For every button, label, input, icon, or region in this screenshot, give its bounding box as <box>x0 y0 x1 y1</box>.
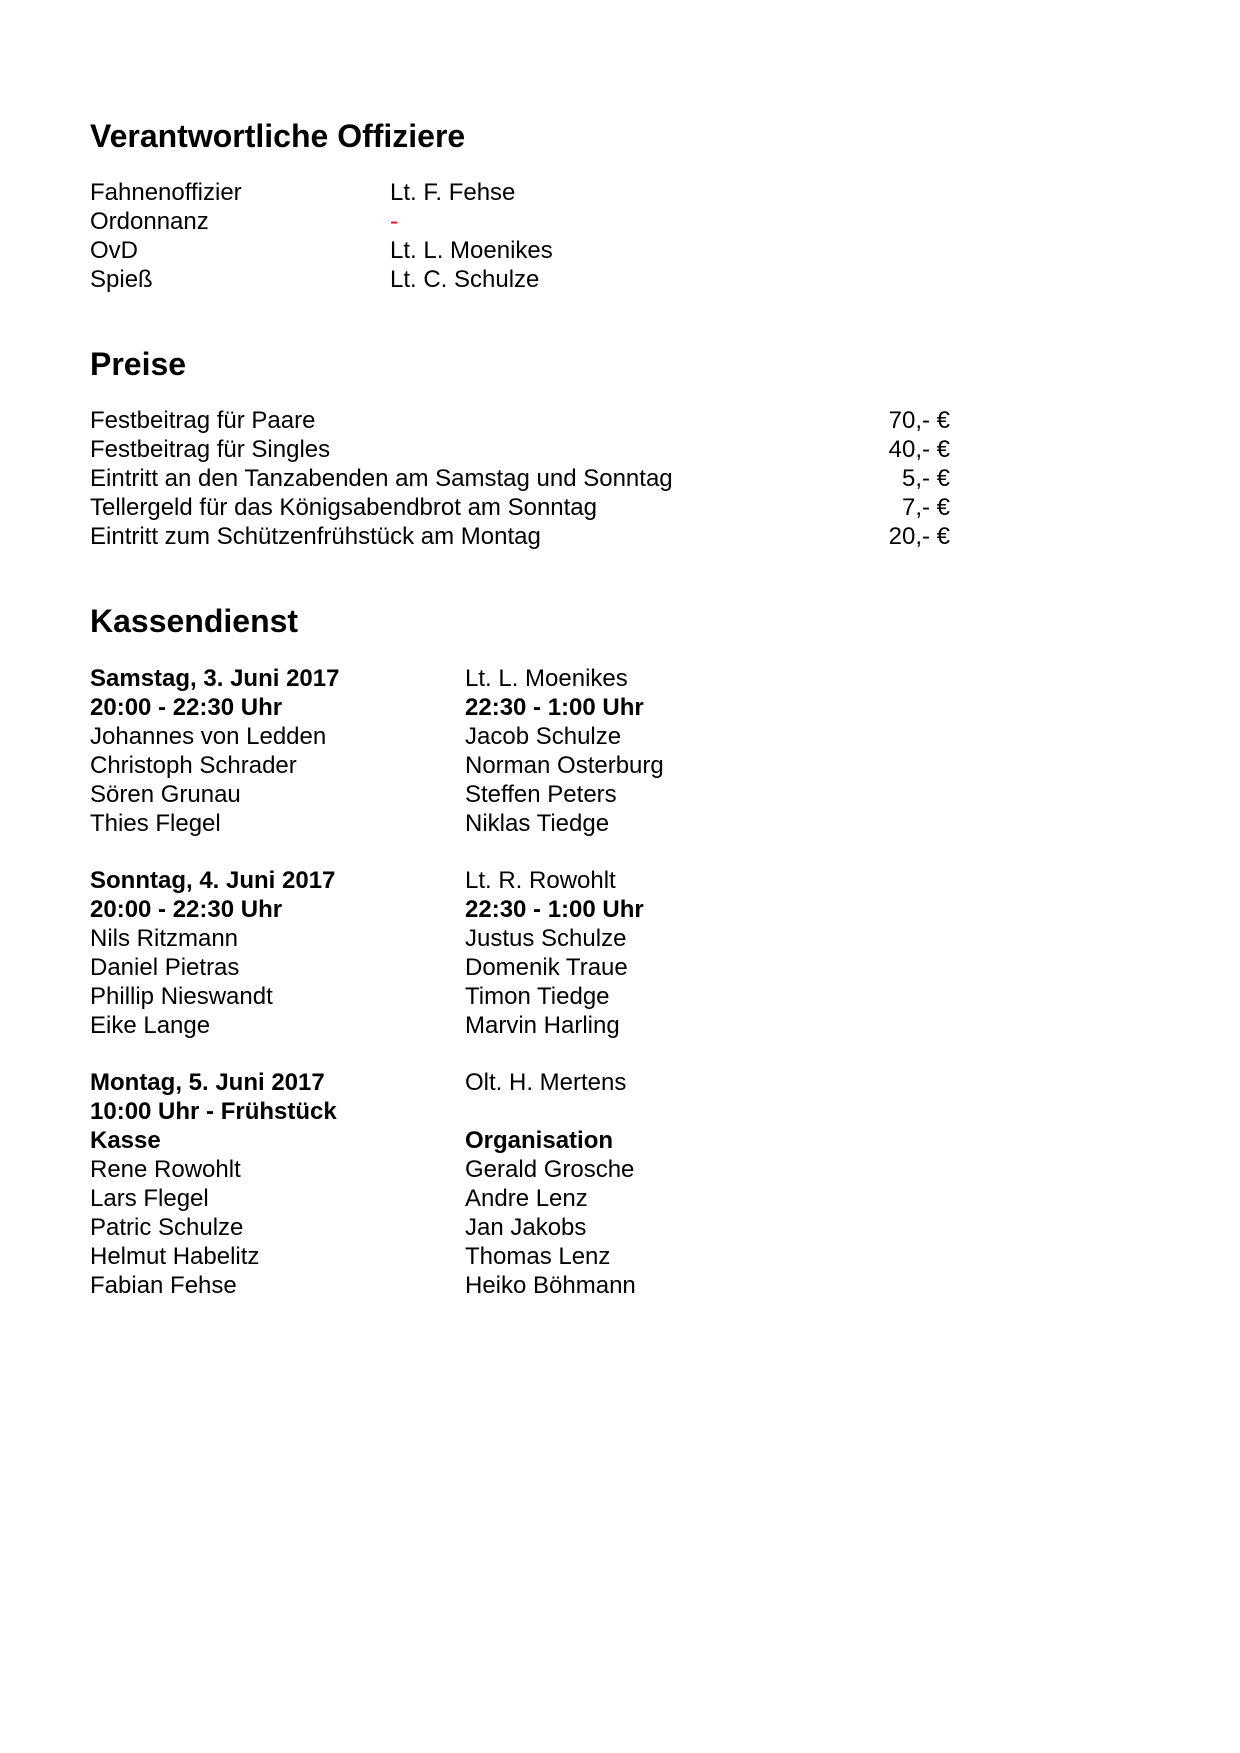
officer-role: Fahnenoffizier <box>90 179 242 206</box>
shift-time: 10:00 Uhr - Frühstück <box>90 1098 337 1125</box>
day-title: Samstag, 3. Juni 2017 <box>90 665 340 692</box>
person-name: Nils Ritzmann <box>90 925 239 952</box>
shift-time: 22:30 - 1:00 Uhr <box>465 896 644 923</box>
price-label: Festbeitrag für Paare <box>90 407 316 434</box>
price-value: 5,- € <box>901 465 950 492</box>
person-name: Patric Schulze <box>90 1214 244 1241</box>
person-name: Jan Jakobs <box>465 1214 587 1241</box>
person-name: Andre Lenz <box>465 1185 588 1212</box>
person-name: Lars Flegel <box>90 1185 209 1212</box>
person-name: Daniel Pietras <box>90 954 240 981</box>
person-name: Eike Lange <box>90 1012 211 1039</box>
person-name: Heiko Böhmann <box>465 1272 636 1299</box>
person-name: Fabian Fehse <box>90 1272 237 1299</box>
person-name: Jacob Schulze <box>465 723 622 750</box>
person-name: Phillip Nieswandt <box>90 983 273 1010</box>
person-name: Niklas Tiedge <box>465 810 610 837</box>
person-name: Justus Schulze <box>465 925 627 952</box>
person-name: Thies Flegel <box>90 810 221 837</box>
price-value: 40,- € <box>888 436 950 463</box>
group-title: Kasse <box>90 1127 161 1154</box>
day-title: Montag, 5. Juni 2017 <box>90 1069 325 1096</box>
price-label: Festbeitrag für Singles <box>90 436 331 463</box>
price-value: 7,- € <box>901 494 950 521</box>
person-name: Timon Tiedge <box>465 983 610 1010</box>
officer-role: OvD <box>90 237 138 264</box>
shift-time: 20:00 - 22:30 Uhr <box>90 694 283 721</box>
prices-heading: Preise <box>90 346 187 382</box>
person-name: Sören Grunau <box>90 781 241 808</box>
day-title: Sonntag, 4. Juni 2017 <box>90 867 336 894</box>
officer-name: - <box>390 208 398 235</box>
person-name: Rene Rowohlt <box>90 1156 241 1183</box>
officer-name: Lt. L. Moenikes <box>390 237 553 264</box>
person-name: Norman Osterburg <box>465 752 664 779</box>
person-name: Gerald Grosche <box>465 1156 635 1183</box>
person-name: Marvin Harling <box>465 1012 620 1039</box>
person-name: Thomas Lenz <box>465 1243 611 1270</box>
officer-role: Ordonnanz <box>90 208 209 235</box>
responsible-officer: Olt. H. Mertens <box>465 1069 627 1096</box>
shift-time: 20:00 - 22:30 Uhr <box>90 896 283 923</box>
group-title: Organisation <box>465 1127 614 1154</box>
responsible-officer: Lt. L. Moenikes <box>465 665 628 692</box>
person-name: Domenik Traue <box>465 954 628 981</box>
responsible-officer: Lt. R. Rowohlt <box>465 867 616 894</box>
officers-heading: Verantwortliche Offiziere <box>90 118 466 154</box>
price-label: Eintritt zum Schützenfrühstück am Montag <box>90 523 541 550</box>
price-label: Tellergeld für das Königsabendbrot am Sonntag <box>90 494 597 521</box>
officer-name: Lt. C. Schulze <box>390 266 540 293</box>
person-name: Johannes von Ledden <box>90 723 327 750</box>
person-name: Christoph Schrader <box>90 752 297 779</box>
price-label: Eintritt an den Tanzabenden am Samstag und Sonntag <box>90 465 673 492</box>
price-value: 70,- € <box>888 407 950 434</box>
cashdesk-heading: Kassendienst <box>90 603 299 639</box>
person-name: Steffen Peters <box>465 781 617 808</box>
shift-time: 22:30 - 1:00 Uhr <box>465 694 644 721</box>
price-value: 20,- € <box>888 523 950 550</box>
officer-role: Spieß <box>90 266 153 293</box>
officer-name: Lt. F. Fehse <box>390 179 516 206</box>
person-name: Helmut Habelitz <box>90 1243 260 1270</box>
